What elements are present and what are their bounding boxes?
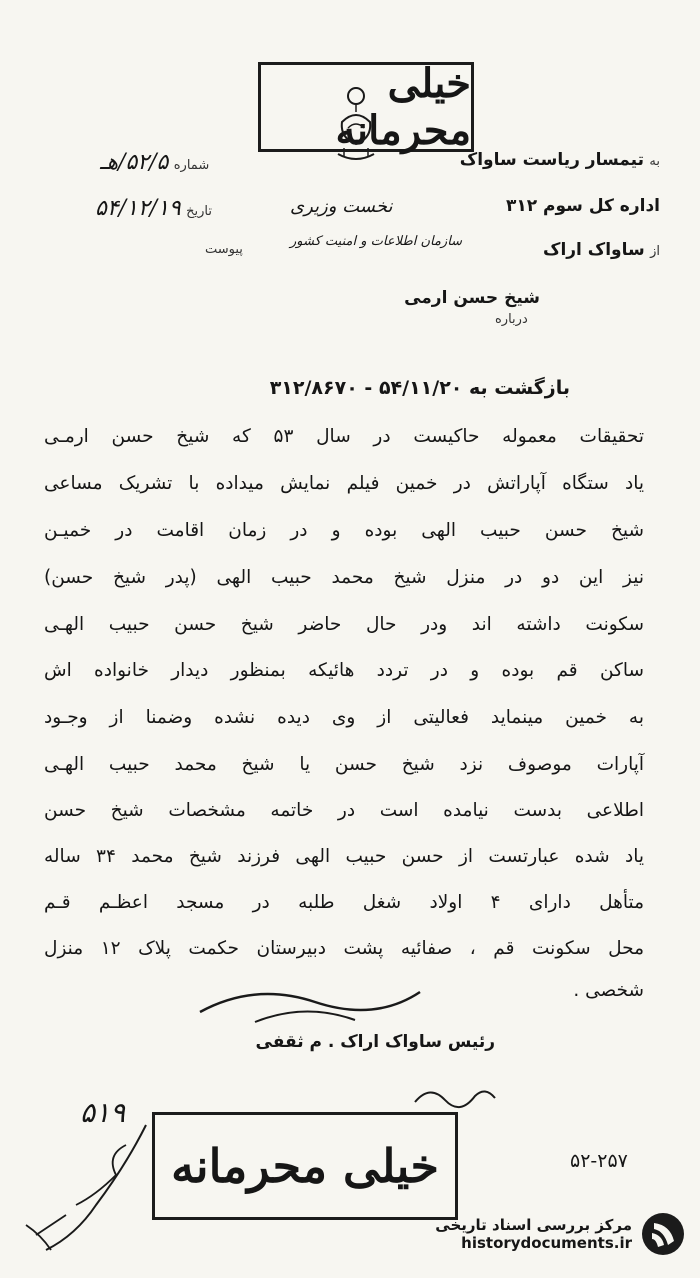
- body-line: یاد شده عبارتست از حسن حبیب الهی فرزند شیخ محمد ۳۴ ساله: [44, 846, 644, 867]
- date-value: ۵۴/۱۲/۱۹: [95, 196, 181, 221]
- body-line: آپارات موصوف نزد شیخ حسن یا شیخ محمد حبیب الهـی: [44, 754, 644, 775]
- body-line: تحقیقات معموله حاکیست در سال ۵۳ که شیخ حسن ارمـی: [44, 426, 644, 447]
- body-line: نیز این دو در منزل شیخ محمد حبیب الهی (پدر شیخ حسن): [44, 567, 644, 588]
- pm-office-text: نخست وزیری: [290, 196, 393, 217]
- lion-sun-emblem-icon: [332, 82, 380, 168]
- organization-heading: [290, 234, 462, 249]
- reference-text: بازگشت به ۵۴/۱۱/۲۰ - ۳۱۲/۸۶۷۰: [269, 377, 570, 399]
- to-value: تیمسار ریاست ساواک: [459, 150, 644, 170]
- attachment-label: پیوست: [205, 242, 243, 257]
- classification-stamp-top-text: خیلی محرمانه: [335, 60, 471, 154]
- number-value: ۵۲/۵/هـ: [100, 150, 169, 175]
- signature-line: [256, 1032, 495, 1052]
- date-label: تاریخ: [186, 204, 213, 219]
- body-line: به خمین مینماید فعالیتی از وی دیده نشده وضمنا از وجـود: [44, 707, 644, 728]
- archive-watermark: [386, 1202, 686, 1266]
- body-line: شخصی .: [573, 980, 644, 1001]
- reference-line: [270, 377, 570, 399]
- body-line: یاد ستگاه آپاراتش در خمین فیلم نمایش میداده با تشریک مساعی: [44, 473, 644, 494]
- organization-text: سازمان اطلاعات و امنیت کشور: [290, 234, 463, 249]
- to-label: به: [649, 154, 660, 169]
- date-field: [95, 196, 212, 221]
- archive-org-name: مرکز بررسی اسناد تاریخی: [435, 1216, 632, 1234]
- subject-label-field: [495, 308, 528, 328]
- archive-url: historydocuments.ir: [461, 1234, 632, 1252]
- document-code: [570, 1150, 628, 1172]
- prime-ministry-heading: [290, 196, 393, 217]
- body-line: سکونت داشته اند ودر حال حاضر شیخ حسن حبیب الهـی: [44, 614, 644, 635]
- subject-label: درباره: [495, 312, 528, 327]
- margin-handwriting-icon: [6, 1085, 156, 1255]
- body-line: ساکن قم بوده و در تردد هائیکه بمنظور دیدار خانواده اش: [44, 660, 644, 681]
- body-line: متأهل دارای ۴ اولاد شغل طلبه در مسجد اعظـم قـم: [44, 892, 644, 913]
- number-label: شماره: [173, 158, 210, 173]
- subject-line: [404, 288, 540, 308]
- signature-scribble-icon: [195, 972, 425, 1032]
- body-line: شیخ حسن حبیب الهی بوده و در زمان اقامت در خمیـن: [44, 520, 644, 541]
- from-value: ساواک اراک: [543, 240, 645, 260]
- margin-number-text: ۵۱۹: [80, 1096, 126, 1129]
- number-field: [100, 150, 209, 175]
- body-line: محل سکونت قم ، صفائیه پشت دبیرستان حکمت پلاک ۱۲ منزل: [44, 938, 645, 959]
- department-line: [506, 196, 660, 216]
- recipient-line: [460, 150, 660, 170]
- body-line: اطلاعی بدست نیامده است در خاتمه مشخصات شیخ حسن: [44, 800, 644, 821]
- sender-line: [543, 240, 660, 260]
- department-value: اداره کل سوم ۳۱۲: [506, 196, 660, 216]
- classification-stamp-bottom-text: خیلی محرمانه: [171, 1139, 439, 1193]
- attachment-field: [205, 238, 243, 258]
- subject-value: شیخ حسن ارمی: [404, 288, 540, 308]
- document-code-text: ۵۲-۲۵۷: [570, 1150, 628, 1172]
- from-label: از: [650, 244, 660, 259]
- signature-text: رئیس ساواک اراک . م ثقفی: [255, 1032, 495, 1052]
- archive-logo-icon: [640, 1211, 686, 1257]
